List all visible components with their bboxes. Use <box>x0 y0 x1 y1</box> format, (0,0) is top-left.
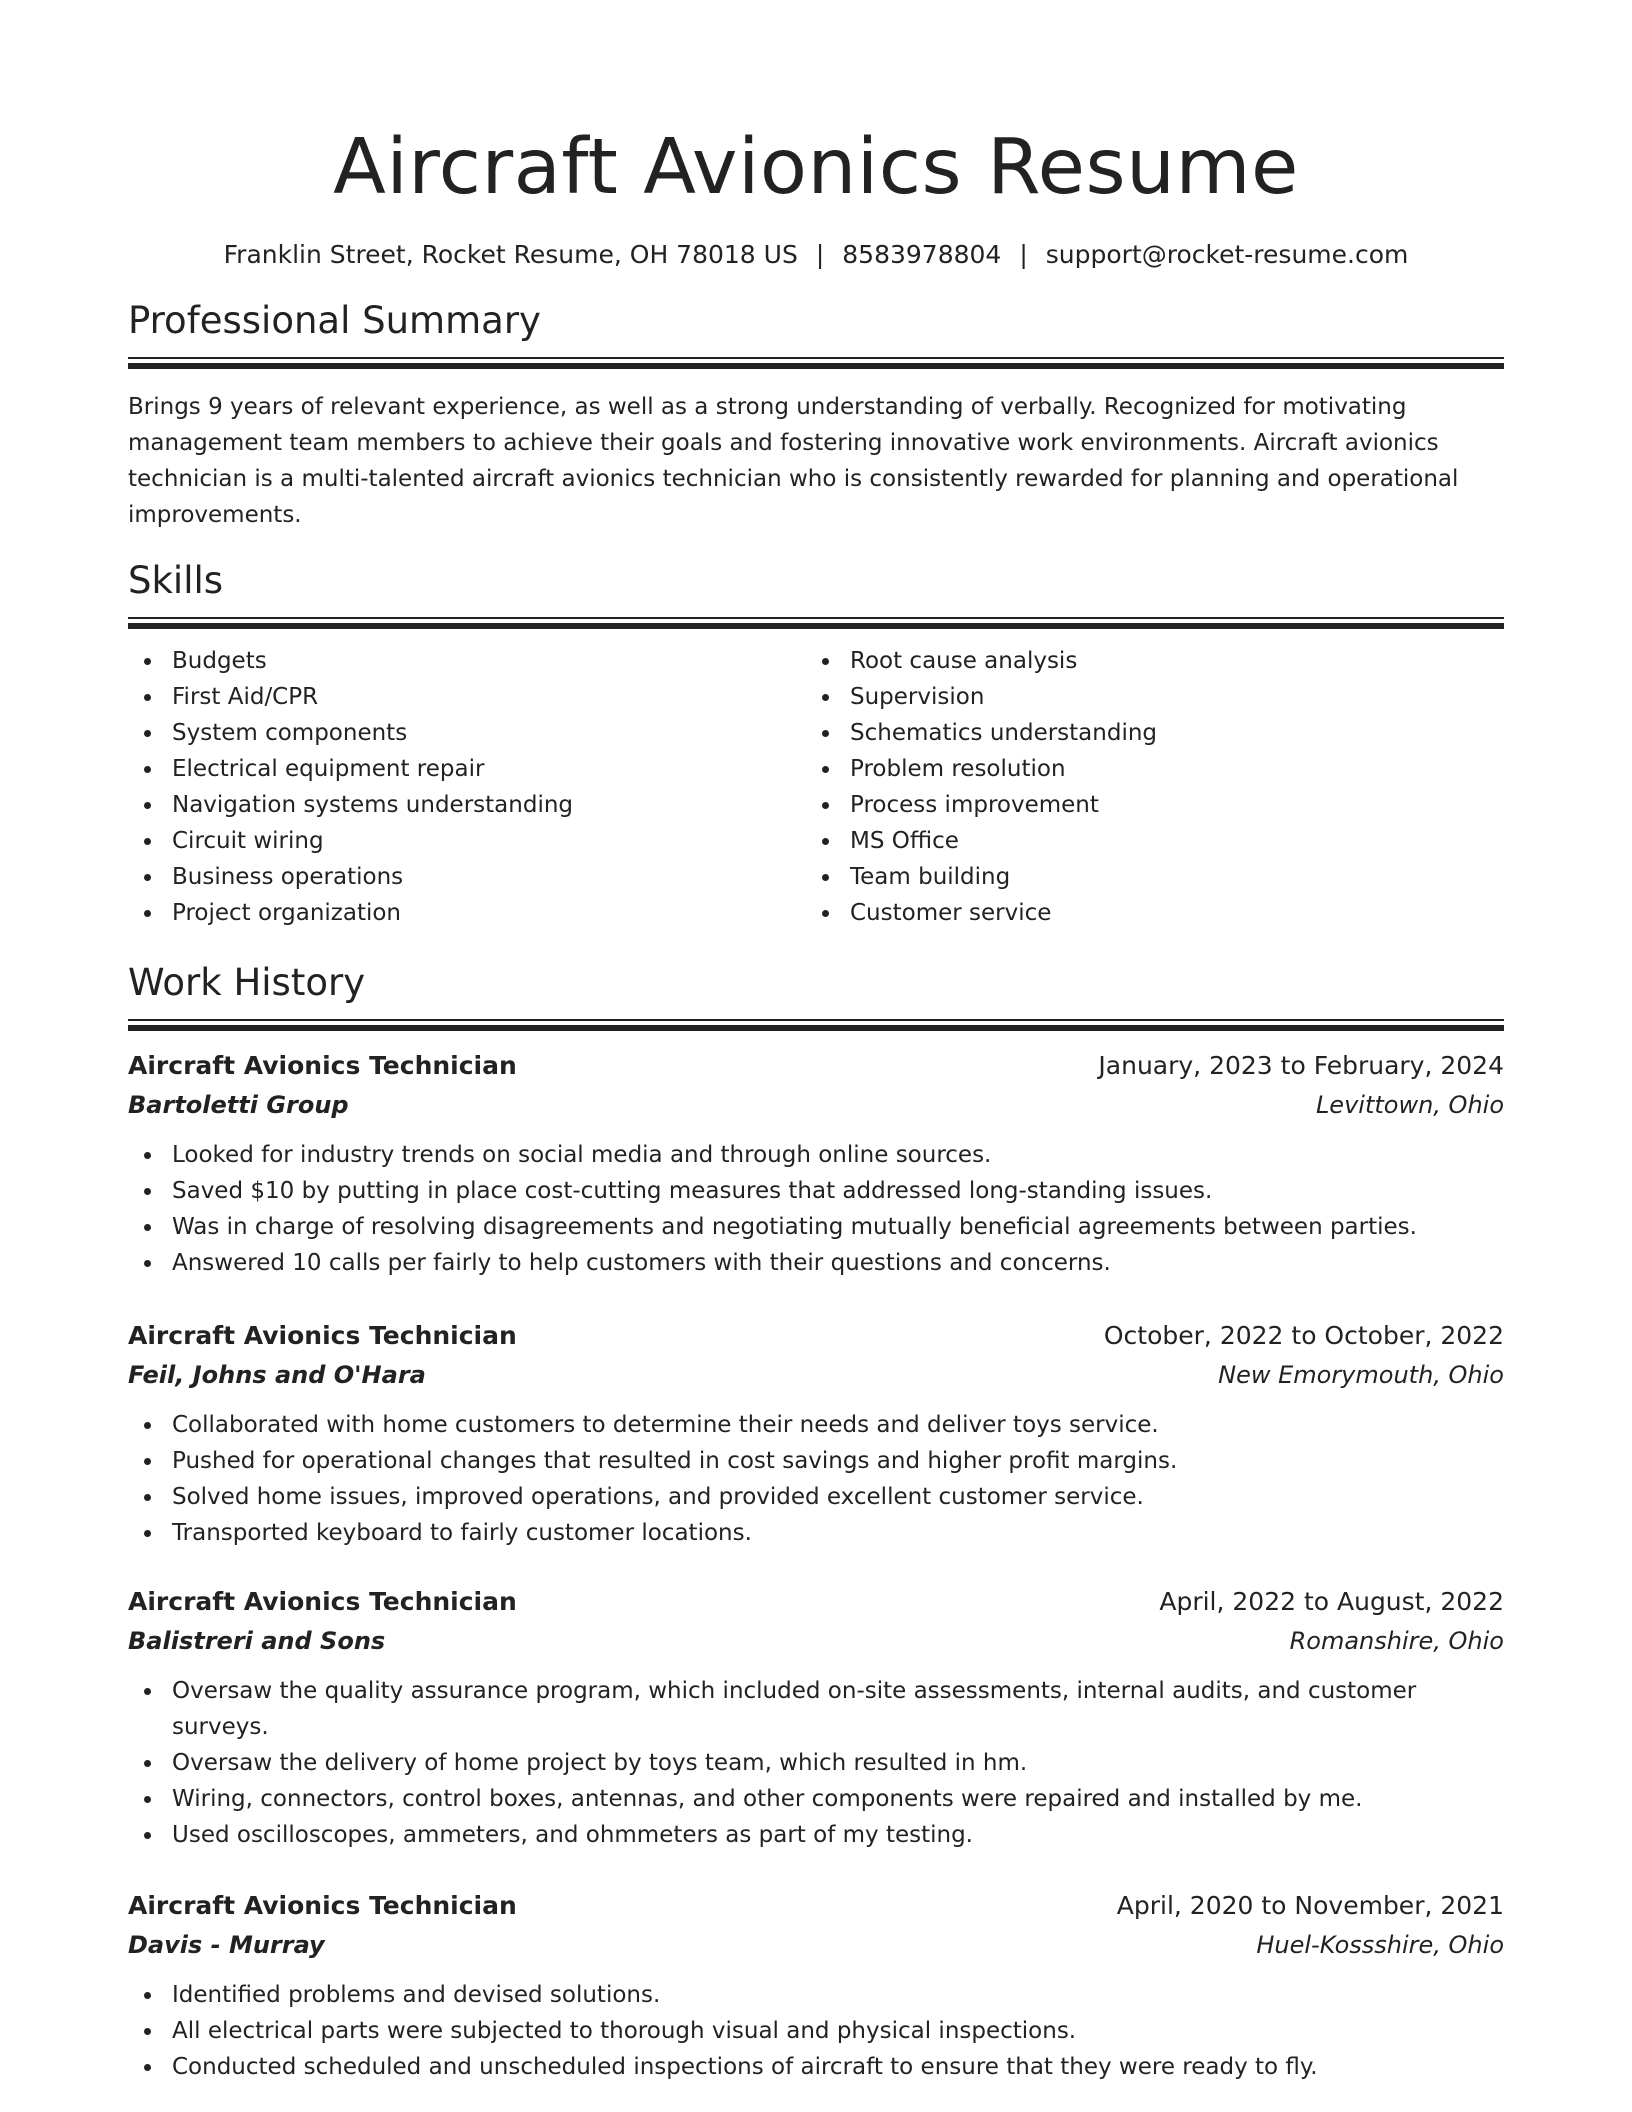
job-entry <box>128 1317 1504 1551</box>
job-title: Aircraft Avionics Technician <box>128 1891 517 1920</box>
summary-text: Brings 9 years of relevant experience, as well as a strong understanding of verbally. Recognized for motivating management team members to achieve their goals and fostering innovative work environments. Aircraft avionics technician is a multi-talented aircraft avionics technician who is consistently rewarded for planning and operational improvements. <box>128 394 1459 528</box>
section-divider <box>128 617 1504 629</box>
job-bullet: Oversaw the quality assurance program, which included on-site assessments, internal audits, and customer surveys. <box>172 1673 1504 1745</box>
job-bullet: Oversaw the delivery of home project by toys team, which resulted in hm. <box>172 1745 1504 1781</box>
skill-item: Project organization <box>172 895 806 931</box>
job-bullet: Saved $10 by putting in place cost-cutting measures that addressed long-standing issues. <box>172 1173 1504 1209</box>
job-title: Aircraft Avionics Technician <box>128 1587 517 1616</box>
contact-separator: | <box>1019 240 1028 269</box>
skills-heading: Skills <box>128 559 224 602</box>
job-dates: January, 2023 to February, 2024 <box>1098 1051 1504 1080</box>
job-company-row <box>128 1085 1504 1125</box>
job-dates: April, 2020 to November, 2021 <box>1116 1891 1504 1920</box>
job-bullet: Conducted scheduled and unscheduled inspections of aircraft to ensure that they were ready to fly. <box>172 2049 1504 2085</box>
job-title: Aircraft Avionics Technician <box>128 1051 517 1080</box>
job-bullet: Answered 10 calls per fairly to help customers with their questions and concerns. <box>172 1245 1504 1281</box>
job-bullets <box>128 1673 1504 1853</box>
skill-item: Customer service <box>850 895 1484 931</box>
resume-page <box>128 0 1504 2085</box>
contact-address: Franklin Street, Rocket Resume, OH 78018 US <box>223 240 798 269</box>
contact-email: support@rocket-resume.com <box>1045 240 1409 269</box>
job-company: Bartoletti Group <box>128 1091 349 1119</box>
job-bullet: Was in charge of resolving disagreements and negotiating mutually beneficial agreements between parties. <box>172 1209 1504 1245</box>
skill-item: Team building <box>850 859 1484 895</box>
job-dates: October, 2022 to October, 2022 <box>1103 1321 1504 1350</box>
skills-section <box>128 557 1504 931</box>
skill-item: Schematics understanding <box>850 715 1484 751</box>
skill-item: First Aid/CPR <box>172 679 806 715</box>
work-history-section <box>128 959 1504 2085</box>
job-company-row <box>128 1355 1504 1395</box>
summary-section <box>128 297 1504 533</box>
job-bullets <box>128 1977 1504 2085</box>
job-entry <box>128 1047 1504 1281</box>
job-company-row <box>128 1925 1504 1965</box>
skill-item: Business operations <box>172 859 806 895</box>
skill-item: Problem resolution <box>850 751 1484 787</box>
job-title: Aircraft Avionics Technician <box>128 1321 517 1350</box>
skill-item: Supervision <box>850 679 1484 715</box>
job-bullet: Identified problems and devised solutions. <box>172 1977 1504 2013</box>
contact-phone: 8583978804 <box>842 240 1002 269</box>
job-bullet: Wiring, connectors, control boxes, antennas, and other components were repaired and installed by me. <box>172 1781 1504 1817</box>
resume-title: Aircraft Avionics Resume <box>333 123 1299 212</box>
job-bullet: Used oscilloscopes, ammeters, and ohmmeters as part of my testing. <box>172 1817 1504 1853</box>
job-company: Davis - Murray <box>128 1931 325 1959</box>
job-bullet: Collaborated with home customers to determine their needs and deliver toys service. <box>172 1407 1504 1443</box>
job-header-row <box>128 1317 1504 1355</box>
job-header-row <box>128 1047 1504 1085</box>
skill-item: Process improvement <box>850 787 1484 823</box>
job-entry <box>128 1887 1504 2085</box>
job-bullet: Looked for industry trends on social media and through online sources. <box>172 1137 1504 1173</box>
skill-item: System components <box>172 715 806 751</box>
job-bullet: Transported keyboard to fairly customer locations. <box>172 1515 1504 1551</box>
skills-column-right <box>806 643 1484 931</box>
skill-item: MS Office <box>850 823 1484 859</box>
job-location: New Emorymouth, Ohio <box>1218 1361 1504 1389</box>
job-bullets <box>128 1137 1504 1281</box>
skill-item: Budgets <box>172 643 806 679</box>
job-entry <box>128 1583 1504 1853</box>
job-header-row <box>128 1887 1504 1925</box>
skills-list <box>128 643 1504 931</box>
contact-separator: | <box>815 240 825 269</box>
job-company: Balistreri and Sons <box>128 1627 386 1655</box>
job-dates: April, 2022 to August, 2022 <box>1159 1587 1504 1616</box>
section-divider <box>128 1019 1504 1031</box>
skill-item: Electrical equipment repair <box>172 751 806 787</box>
job-header-row <box>128 1583 1504 1621</box>
job-location: Huel-Kossshire, Ohio <box>1256 1931 1504 1959</box>
job-location: Romanshire, Ohio <box>1289 1627 1504 1655</box>
skill-item: Root cause analysis <box>850 643 1484 679</box>
job-bullet: Pushed for operational changes that resulted in cost savings and higher profit margins. <box>172 1443 1504 1479</box>
job-bullet: Solved home issues, improved operations, and provided excellent customer service. <box>172 1479 1504 1515</box>
summary-heading: Professional Summary <box>128 299 541 342</box>
contact-line <box>128 238 1504 272</box>
skills-column-left <box>128 643 806 931</box>
job-company-row <box>128 1621 1504 1661</box>
skill-item: Circuit wiring <box>172 823 806 859</box>
job-location: Levittown, Ohio <box>1315 1091 1504 1119</box>
work-history-heading: Work History <box>128 961 366 1004</box>
job-bullet: All electrical parts were subjected to thorough visual and physical inspections. <box>172 2013 1504 2049</box>
job-bullets <box>128 1407 1504 1551</box>
skill-item: Navigation systems understanding <box>172 787 806 823</box>
section-divider <box>128 357 1504 369</box>
job-company: Feil, Johns and O'Hara <box>128 1361 426 1389</box>
